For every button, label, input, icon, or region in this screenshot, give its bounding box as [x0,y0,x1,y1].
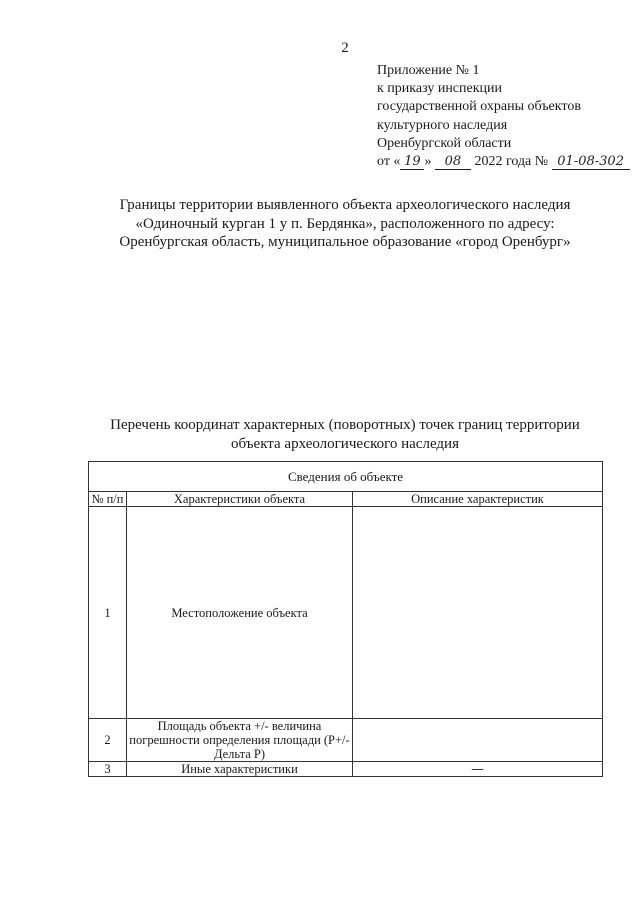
appendix-line: культурного наследия [377,117,508,133]
row-description: — [353,762,603,777]
date-mid: » [424,154,432,170]
table-row [89,719,603,762]
coordinates-list-title [60,416,630,453]
object-info-table [88,461,603,777]
order-number: 01-08-302 [552,155,630,170]
row-description [353,719,603,762]
title-line: Границы территории выявленного объекта археологического наследия [119,197,571,213]
table-row [89,762,603,777]
date-month: 08 [435,155,471,170]
column-header-number: № п/п [89,492,127,507]
page-number: 2 [341,40,349,56]
row-characteristic: Местоположение объекта [127,507,353,719]
list-title-line: объекта археологического наследия [231,435,459,452]
column-header-description: Описание характеристик [353,492,603,507]
appendix-date-line [377,153,630,171]
appendix-title: Приложение № 1 [377,63,480,78]
title-line: Оренбургская область, муниципальное образование «город Оренбург» [119,234,571,251]
appendix-block [377,62,630,171]
table-row [89,507,603,719]
title-line: «Одиночный курган 1 у п. Бердянка», расположенного по адресу: [135,215,555,232]
document-title [60,196,630,252]
row-description [353,507,603,719]
appendix-line: Оренбургской области [377,135,512,151]
row-characteristic: Иные характеристики [127,762,353,777]
row-number: 3 [89,762,127,777]
date-year: 2022 года № [474,154,549,170]
row-number: 1 [89,507,127,719]
date-prefix: от « [377,154,401,170]
list-title-line: Перечень координат характерных (поворотных) точек границ территории [110,417,580,433]
date-day: 19 [400,155,424,170]
appendix-line: к приказу инспекции [377,81,503,97]
row-characteristic: Площадь объекта +/- величина погрешности определения площади (P+/- Дельта P) [127,719,353,762]
table-header: Сведения об объекте [89,462,603,492]
column-header-characteristic: Характеристики объекта [127,492,353,507]
appendix-line: государственной охраны объектов [377,99,581,115]
row-number: 2 [89,719,127,762]
